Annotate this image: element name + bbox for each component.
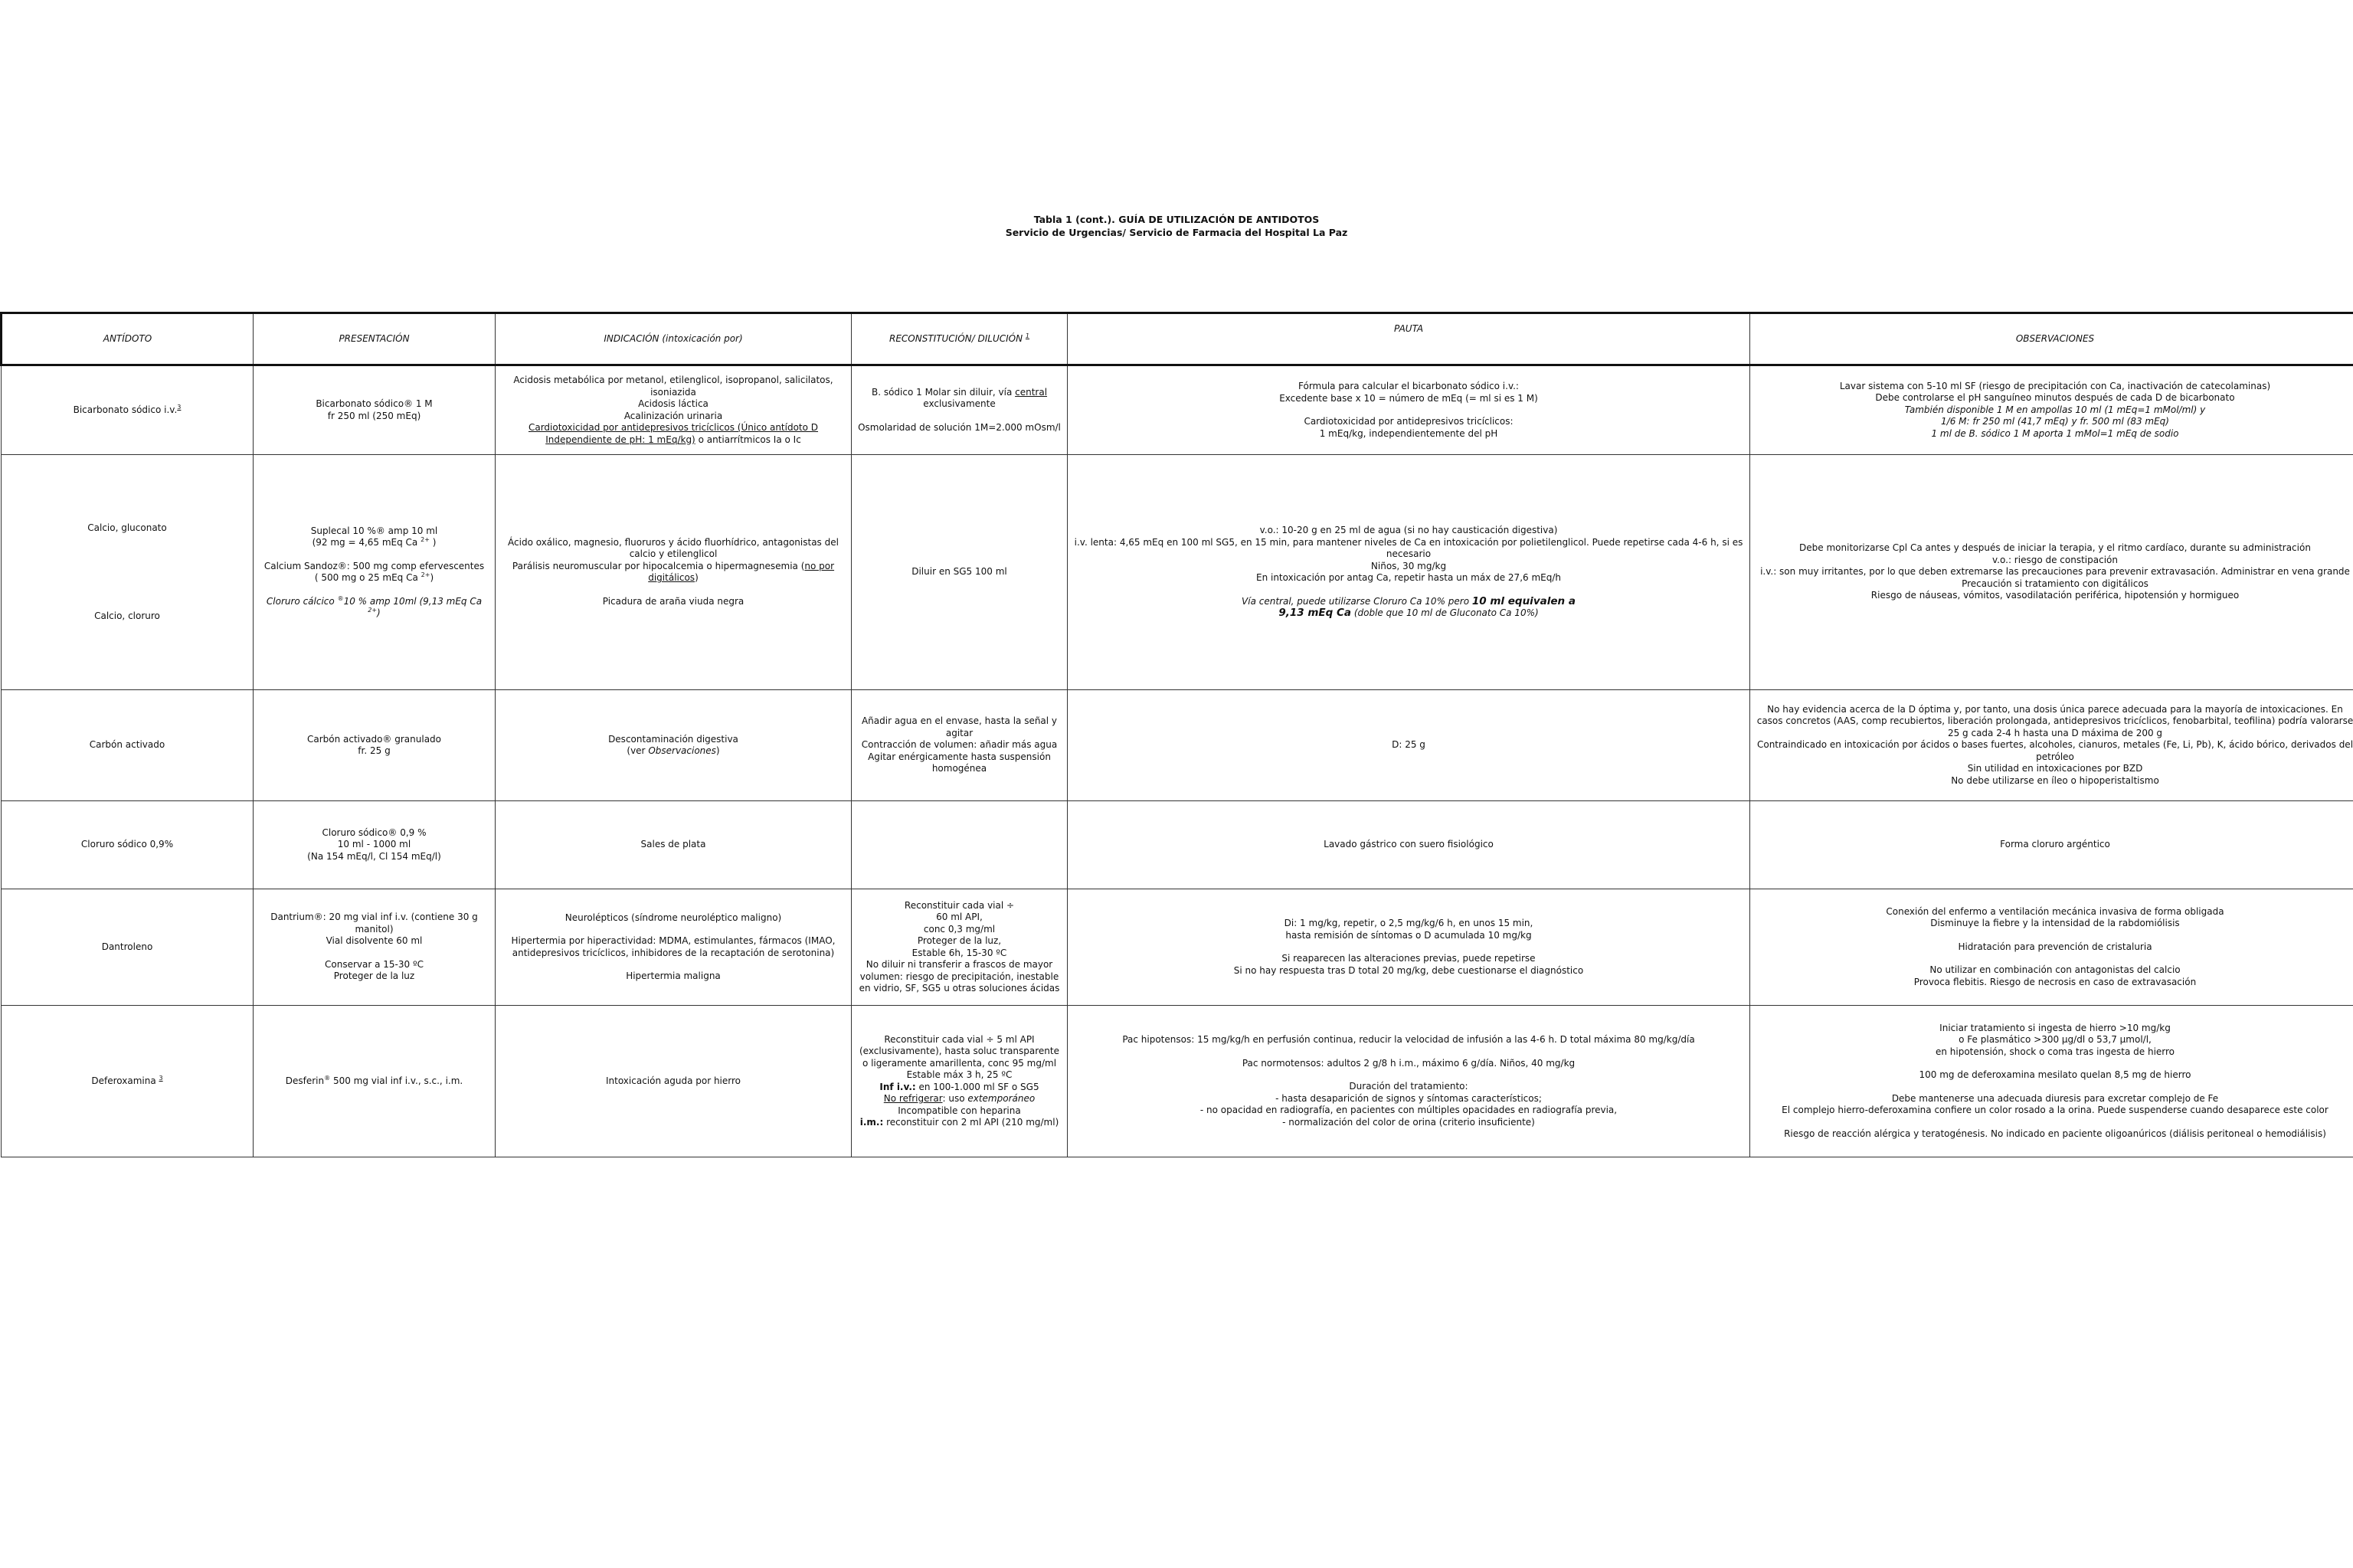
- page-title: Tabla 1 (cont.). GUÍA DE UTILIZACIÓN DE ANTIDOTOS: [1033, 214, 1320, 225]
- cell-pauta: Di: 1 mg/kg, repetir, o 2,5 mg/kg/6 h, en unos 15 min, hasta remisión de síntomas o D acumulada 10 mg/kg Si reaparecen las alteraciones previas, puede repetirse Si no hay respuesta tras D total 20 mg/kg, debe cuestionarse el diagnóstico: [1068, 889, 1750, 1006]
- antidote-table: [0, 312, 2353, 1157]
- page-subtitle: Servicio de Urgencias/ Servicio de Farmacia del Hospital La Paz: [1005, 227, 1348, 238]
- cell-indicacion: Sales de plata: [496, 801, 852, 889]
- title-block: [0, 213, 2353, 239]
- table-row: [2, 889, 2353, 1006]
- cell-antidoto: Carbón activado: [2, 690, 254, 801]
- cell-antidoto: Bicarbonato sódico i.v.$^3$: [2, 365, 254, 455]
- cell-indicacion: Intoxicación aguda por hierro: [496, 1006, 852, 1157]
- cell-reconstitucion: Añadir agua en el envase, hasta la señal y agitar Contracción de volumen: añadir más agua Agitar enérgicamente hasta suspensión homogénea: [852, 690, 1068, 801]
- cell-presentacion: Bicarbonato sódico® 1 M fr 250 ml (250 mEq): [254, 365, 496, 455]
- cell-observaciones: Lavar sistema con 5-10 ml SF (riesgo de precipitación con Ca, inactivación de catecolaminas) Debe controlarse el pH sanguíneo minutos después de cada D de bicarbonato También disponible 1 M en ampollas 10 ml (1 mEq=1 mMol/ml) y 1/6 M: fr 250 ml (41,7 mEq) y fr. 500 ml (83 mEq) 1 ml de B. sódico 1 M aporta 1 mMol=1 mEq de sodio: [1750, 365, 2353, 455]
- table-row: [2, 1006, 2353, 1157]
- cell-antidoto: Dantroleno: [2, 889, 254, 1006]
- cell-indicacion: Acidosis metabólica por metanol, etilenglicol, isopropanol, salicilatos, isoniazida Acidosis láctica Acalinización urinaria Cardiotoxicidad por antidepresivos tricíclicos (Único antídoto D Independiente de pH: 1 mEq/kg) o antiarrítmicos Ia o Ic: [496, 365, 852, 455]
- col-header-reconstitucion: [852, 313, 1068, 365]
- cell-pauta: D: 25 g: [1068, 690, 1750, 801]
- cell-presentacion: Desferin® 500 mg vial inf i.v., s.c., i.m.: [254, 1006, 496, 1157]
- cell-presentacion: Dantrium®: 20 mg vial inf i.v. (contiene 30 g manitol) Vial disolvente 60 ml Conservar a 15-30 ºC Proteger de la luz: [254, 889, 496, 1006]
- table-row: [2, 690, 2353, 801]
- cell-antidoto: Calcio, gluconato Calcio, cloruro: [2, 455, 254, 690]
- cell-indicacion: Ácido oxálico, magnesio, fluoruros y ácido fluorhídrico, antagonistas del calcio y etilenglicol Parálisis neuromuscular por hipocalcemia o hipermagnesemia (no por digitálicos) Picadura de araña viuda negra: [496, 455, 852, 690]
- cell-reconstitucion: B. sódico 1 Molar sin diluir, vía central exclusivamente Osmolaridad de solución 1M=2.000 mOsm/l: [852, 365, 1068, 455]
- cell-indicacion: Descontaminación digestiva (ver Observaciones): [496, 690, 852, 801]
- cell-pauta: Pac hipotensos: 15 mg/kg/h en perfusión continua, reducir la velocidad de infusión a las 4-6 h. D total máxima 80 mg/kg/día Pac normotensos: adultos 2 g/8 h i.m., máximo 6 g/día. Niños, 40 mg/kg Duración del tratamiento: - hasta desaparición de signos y síntomas característicos; - no opacidad en radiografía, en pacientes con múltiples opacidades en radiografía previa, - normalización del color de orina (criterio insuficiente): [1068, 1006, 1750, 1157]
- col-header-reconstitucion-ref: 1: [1025, 332, 1030, 339]
- col-header-observaciones: OBSERVACIONES: [1750, 313, 2353, 365]
- col-header-presentacion: PRESENTACIÓN: [254, 313, 496, 365]
- cell-presentacion: Cloruro sódico® 0,9 % 10 ml - 1000 ml (Na 154 mEq/l, Cl 154 mEq/l): [254, 801, 496, 889]
- table-header-row: [2, 313, 2353, 365]
- cell-reconstitucion: Diluir en SG5 100 ml: [852, 455, 1068, 690]
- col-header-indicacion: INDICACIÓN (intoxicación por): [496, 313, 852, 365]
- cell-antidoto: Deferoxamina $^3$: [2, 1006, 254, 1157]
- cell-observaciones: Conexión del enfermo a ventilación mecánica invasiva de forma obligada Disminuye la fiebre y la intensidad de la rabdomiólisis Hidratación para prevención de cristaluria No utilizar en combinación con antagonistas del calcio Provoca flebitis. Riesgo de necrosis en caso de extravasación: [1750, 889, 2353, 1006]
- cell-presentacion: Suplecal 10 %® amp 10 ml (92 mg = 4,65 mEq Ca $^{2+}$ ) Calcium Sandoz®: 500 mg comp efervescentes ( 500 mg o 25 mEq Ca $^{2+}$) Cloruro cálcico ®10 % amp 10ml (9,13 mEq Ca $^{2+}$): [254, 455, 496, 690]
- cell-pauta: v.o.: 10-20 g en 25 ml de agua (si no hay causticación digestiva) i.v. lenta: 4,65 mEq en 100 ml SG5, en 15 min, para mantener niveles de Ca en intoxicación por polietilenglicol. Puede repetirse cada 4-6 h, si es necesario Niños, 30 mg/kg En intoxicación por antag Ca, repetir hasta un máx de 27,6 mEq/h Vía central, puede utilizarse Cloruro Ca 10% pero 10 ml equivalen a 9,13 mEq Ca (doble que 10 ml de Gluconato Ca 10%): [1068, 455, 1750, 690]
- cell-indicacion: Neurolépticos (síndrome neuroléptico maligno) Hipertermia por hiperactividad: MDMA, estimulantes, fármacos (IMAO, antidepresivos tricíclicos, inhibidores de la recaptación de serotonina) Hipertermia maligna: [496, 889, 852, 1006]
- cell-observaciones: Iniciar tratamiento si ingesta de hierro >10 mg/kg o Fe plasmático >300 µg/dl o 53,7 µmol/l, en hipotensión, shock o coma tras ingesta de hierro 100 mg de deferoxamina mesilato quelan 8,5 mg de hierro Debe mantenerse una adecuada diuresis para excretar complejo de Fe El complejo hierro-deferoxamina confiere un color rosado a la orina. Puede suspenderse cuando desaparece este color Riesgo de reacción alérgica y teratogénesis. No indicado en paciente oligoanúricos (diálisis peritoneal o hemodiálisis): [1750, 1006, 2353, 1157]
- cell-pauta: Lavado gástrico con suero fisiológico: [1068, 801, 1750, 889]
- table-row: [2, 801, 2353, 889]
- col-header-antidoto: ANTÍDOTO: [2, 313, 254, 365]
- col-header-reconstitucion-label: RECONSTITUCIÓN/ DILUCIÓN: [889, 332, 1023, 344]
- table-row: [2, 365, 2353, 455]
- cell-reconstitucion: [852, 801, 1068, 889]
- table-row: [2, 455, 2353, 690]
- cell-observaciones: No hay evidencia acerca de la D óptima y, por tanto, una dosis única parece adecuada para la mayoría de intoxicaciones. En casos concretos (AAS, comp recubiertos, liberación prolongada, antidepresivos tricíclicos, fenobarbital, teofilina) podría valorarse 25 g cada 2-4 h hasta una D máxima de 200 g Contraindicado en intoxicación por ácidos o bases fuertes, alcoholes, cianuros, metales (Fe, Li, Pb), K, ácido bórico, derivados del petróleo Sin utilidad en intoxicaciones por BZD No debe utilizarse en íleo o hipoperistaltismo: [1750, 690, 2353, 801]
- cell-observaciones: Debe monitorizarse Cpl Ca antes y después de iniciar la terapia, y el ritmo cardíaco, durante su administración v.o.: riesgo de constipación i.v.: son muy irritantes, por lo que deben extremarse las precauciones para prevenir extravasación. Administrar en vena grande Precaución si tratamiento con digitálicos Riesgo de náuseas, vómitos, vasodilatación periférica, hipotensión y hormigueo: [1750, 455, 2353, 690]
- cell-presentacion: Carbón activado® granulado fr. 25 g: [254, 690, 496, 801]
- cell-antidoto: Cloruro sódico 0,9%: [2, 801, 254, 889]
- cell-reconstitucion: Reconstituir cada vial ÷ 60 ml API, conc 0,3 mg/ml Proteger de la luz, Estable 6h, 15-30 ºC No diluir ni transferir a frascos de mayor volumen: riesgo de precipitación, inestable en vidrio, SF, SG5 u otras soluciones ácidas: [852, 889, 1068, 1006]
- col-header-pauta: PAUTA: [1068, 313, 1750, 365]
- cell-reconstitucion: Reconstituir cada vial ÷ 5 ml API (exclusivamente), hasta soluc transparente o ligeramente amarillenta, conc 95 mg/ml Estable máx 3 h, 25 ºC Inf i.v.: en 100-1.000 ml SF o SG5 No refrigerar: uso extemporáneo Incompatible con heparina i.m.: reconstituir con 2 ml API (210 mg/ml): [852, 1006, 1068, 1157]
- cell-pauta: Fórmula para calcular el bicarbonato sódico i.v.: Excedente base x 10 = número de mEq (= ml si es 1 M) Cardiotoxicidad por antidepresivos tricíclicos: 1 mEq/kg, independientemente del pH: [1068, 365, 1750, 455]
- cell-observaciones: Forma cloruro argéntico: [1750, 801, 2353, 889]
